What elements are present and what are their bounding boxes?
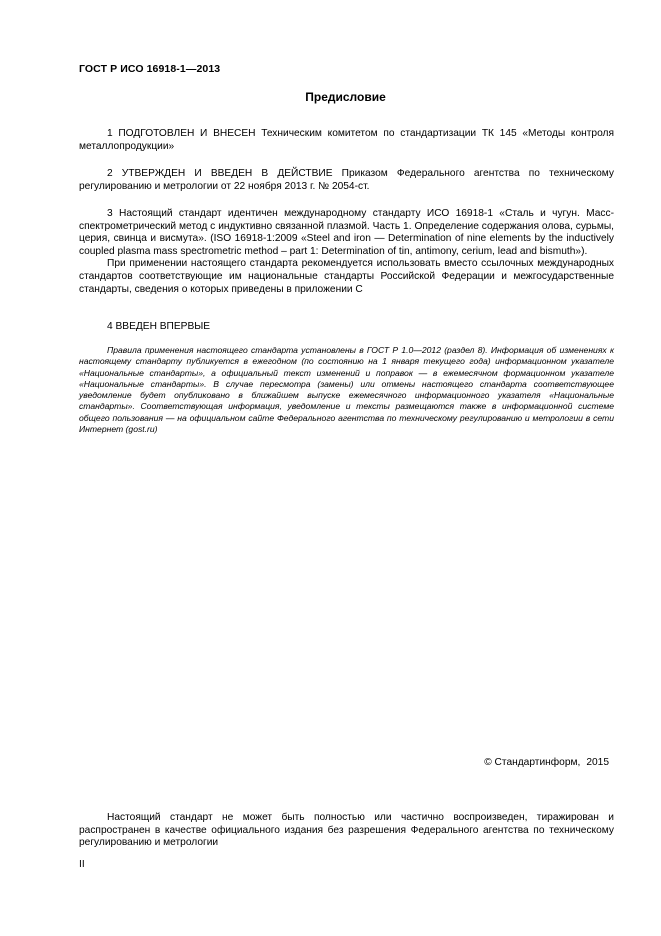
paragraph-text: 4 ВВЕДЕН ВПЕРВЫЕ bbox=[107, 321, 211, 332]
paragraph-introduced bbox=[79, 321, 614, 334]
paragraph-text: 3 Настоящий стандарт идентичен международному стандарту ИСО 16918-1 «Сталь и чугун. Масс-спектрометрический метод с индуктивно связанной плазмой. Часть 1. Определение содержания олова, сурьмы, церия, свинца и висмута». (ISO 16918-1:2009 «Steel and iron — Determination of nine elements by the inductively coupled plasma mass spectrometric method – part 1: Determination of tin, antimony, cerium, lead and bismuth»). bbox=[79, 208, 614, 257]
paragraph-identical bbox=[79, 208, 614, 296]
paragraph-text: При применении настоящего стандарта рекомендуется использовать вместо ссылочных международных стандартов соответствующие им национальные стандарты Российской Федерации и межгосударственные стандарты, сведения о которых приведены в приложении С bbox=[79, 258, 614, 295]
notice-text: Настоящий стандарт не может быть полностью или частично воспроизведен, тиражирован и распространен в качестве официального издания без разрешения Федерального агентства по техническому регулированию и метрологии bbox=[79, 812, 614, 849]
application-rules-note bbox=[79, 345, 614, 435]
title-text: Предисловие bbox=[305, 90, 386, 104]
copyright-year: 2015 bbox=[586, 757, 609, 768]
copyright-holder: © Стандартинформ, bbox=[484, 757, 581, 768]
page-number: II bbox=[79, 859, 85, 870]
document-code-header: ГОСТ Р ИСО 16918-1—2013 bbox=[79, 63, 221, 75]
copyright-line bbox=[484, 757, 609, 768]
paragraph-approved bbox=[79, 168, 614, 193]
paragraph-prepared bbox=[79, 128, 614, 153]
paragraph-text: 2 УТВЕРЖДЕН И ВВЕДЕН В ДЕЙСТВИЕ Приказом Федерального агентства по техническому регулированию и метрологии от 22 ноября 2013 г. № 2054-ст. bbox=[79, 168, 614, 192]
reproduction-notice bbox=[79, 812, 614, 850]
paragraph-text: 1 ПОДГОТОВЛЕН И ВНЕСЕН Техническим комитетом по стандартизации ТК 145 «Методы контроля металлопродукции» bbox=[79, 128, 614, 152]
note-text: Правила применения настоящего стандарта установлены в ГОСТ Р 1.0—2012 (раздел 8). Информация об изменениях к настоящему стандарту публикуется в ежегодном (по состоянию на 1 января текущего года) информационном указателе «Национальные стандарты», а официальный текст изменений и поправок — в ежемесячном формационном указателе «Национальные стандарты». В случае пересмотра (замены) или отмены настоящего стандарта соответствующее уведомление будет опубликовано в ближайшем выпуске ежемесячного информационного указателя «Национальные стандарты». Соответствующая информация, уведомление и тексты размещаются также в информационной системе общего пользования — на официальном сайте Федерального агентства по техническому регулированию и метрологии в сети Интернет (gost.ru) bbox=[79, 345, 614, 435]
page-title bbox=[0, 90, 661, 104]
